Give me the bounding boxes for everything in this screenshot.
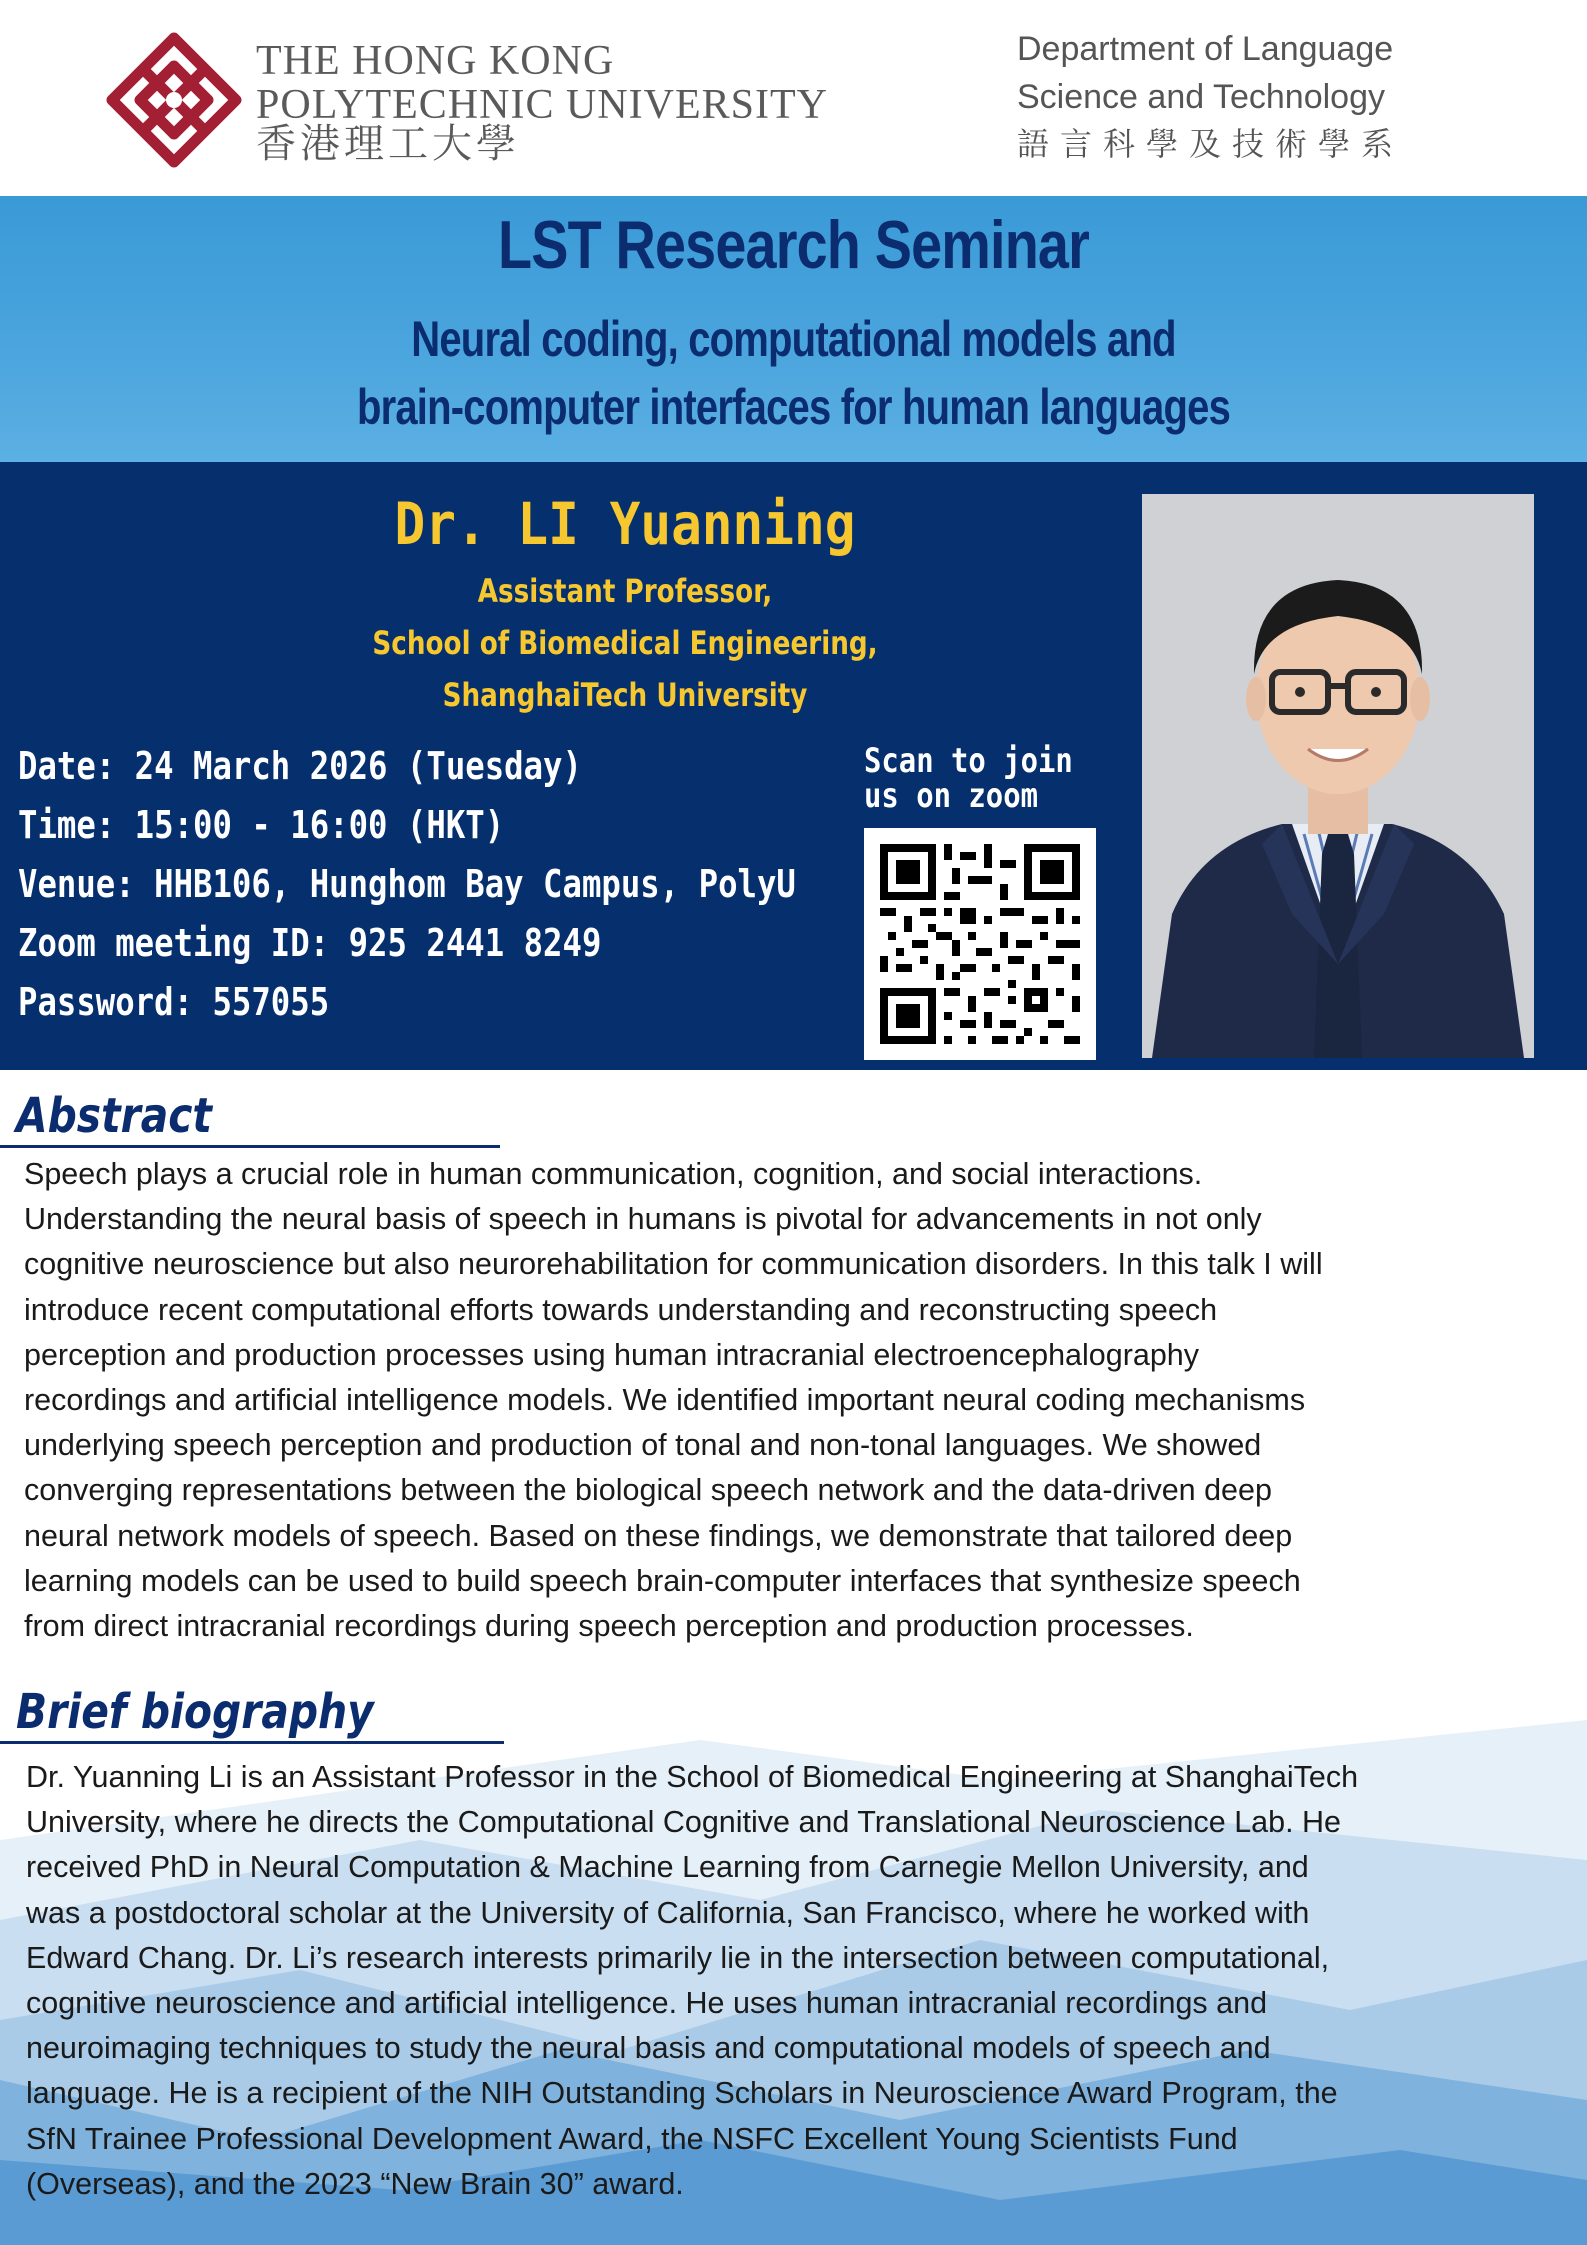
biography-line: Dr. Yuanning Li is an Assistant Professor in the School of Biomedical Engineering at ShanghaiTech bbox=[26, 1760, 1359, 1794]
biography-line: neuroimaging techniques to study the neural basis and computational models of speech and bbox=[26, 2031, 1271, 2066]
abstract-line: from direct intracranial recordings during speech perception and production processes. bbox=[24, 1609, 1194, 1644]
biography-line: received PhD in Neural Computation & Machine Learning from Carnegie Mellon University, and bbox=[26, 1850, 1309, 1885]
abstract-heading: Abstract bbox=[16, 1088, 212, 1144]
biography-line: (Overseas), and the 2023 “New Brain 30” award. bbox=[26, 2166, 684, 2201]
qr-label-line-1: Scan to join bbox=[864, 741, 1073, 781]
qr-code-graphic bbox=[864, 828, 1096, 1060]
abstract-line: perception and production processes using human intracranial electroencephalography bbox=[24, 1337, 1199, 1372]
biography-divider bbox=[0, 1741, 504, 1744]
polyu-logo-icon bbox=[104, 30, 244, 170]
speaker-affiliation-line-2: School of Biomedical Engineering, bbox=[372, 624, 878, 662]
university-name-line-2: POLYTECHNIC UNIVERSITY bbox=[256, 82, 828, 128]
department-name-line-1: Department of Language bbox=[1017, 30, 1394, 68]
biography-line: SfN Trainee Professional Development Award, the NSFC Excellent Young Scientists Fund bbox=[26, 2121, 1238, 2156]
event-time: Time: 15:00 - 16:00 (HKT) bbox=[18, 803, 505, 847]
zoom-password: Password: 557055 bbox=[18, 980, 330, 1024]
biography-heading: Brief biography bbox=[16, 1684, 374, 1740]
talk-title-line-1: Neural coding, computational models and bbox=[411, 311, 1176, 367]
biography-line: cognitive neuroscience and artificial intelligence. He uses human intracranial recordings and bbox=[26, 1986, 1268, 2021]
abstract-divider bbox=[0, 1145, 500, 1148]
speaker-affiliation-line-3: ShanghaiTech University bbox=[442, 676, 808, 714]
abstract-line: learning models can be used to build speech brain-computer interfaces that synthesize speech bbox=[24, 1563, 1301, 1598]
speaker-portrait-graphic bbox=[1142, 494, 1534, 1058]
seminar-title: LST Research Seminar bbox=[497, 207, 1090, 283]
qr-code-icon[interactable] bbox=[864, 828, 1096, 1060]
abstract-text bbox=[24, 1152, 1569, 1649]
talk-title-line-2: brain-computer interfaces for human languages bbox=[356, 379, 1231, 435]
abstract-line: underlying speech perception and production of tonal and non-tonal languages. We showed bbox=[24, 1428, 1262, 1463]
header bbox=[0, 0, 1587, 196]
speaker-name: Dr. LI Yuanning bbox=[394, 490, 856, 558]
abstract-line: recordings and artificial intelligence models. We identified important neural coding mechanisms bbox=[24, 1383, 1306, 1418]
event-venue: Venue: HHB106, Hunghom Bay Campus, PolyU bbox=[18, 862, 796, 906]
university-name-chinese: 香港理工大學 bbox=[256, 121, 520, 167]
speaker-portrait bbox=[1142, 494, 1534, 1058]
abstract-line: cognitive neuroscience but also neurorehabilitation for communication disorders. In this talk I will bbox=[24, 1247, 1323, 1282]
speaker-affiliation-line-1: Assistant Professor, bbox=[477, 572, 773, 610]
qr-label bbox=[864, 741, 1073, 816]
abstract-line: Understanding the neural basis of speech in humans is pivotal for advancements in not only bbox=[24, 1202, 1262, 1237]
abstract-line: converging representations between the biological speech network and the data-driven deep bbox=[24, 1473, 1272, 1508]
biography-line: was a postdoctoral scholar at the University of California, San Francisco, where he worked with bbox=[26, 1895, 1310, 1930]
university-name-line-1: THE HONG KONG bbox=[256, 38, 615, 84]
abstract-line: neural network models of speech. Based on these findings, we demonstrate that tailored deep bbox=[24, 1518, 1293, 1553]
event-date: Date: 24 March 2026 (Tuesday) bbox=[18, 744, 582, 788]
zoom-meeting-id: Zoom meeting ID: 925 2441 8249 bbox=[18, 921, 602, 965]
biography-text bbox=[26, 1755, 1571, 2207]
biography-line: Edward Chang. Dr. Li’s research interests primarily lie in the intersection between computational, bbox=[26, 1940, 1330, 1975]
qr-label-line-2: us on zoom bbox=[864, 776, 1038, 816]
biography-line: language. He is a recipient of the NIH Outstanding Scholars in Neuroscience Award Program, the bbox=[26, 2076, 1338, 2111]
department-name-chinese: 語言科學及技術學系 bbox=[1017, 125, 1405, 163]
department-name-line-2: Science and Technology bbox=[1017, 78, 1385, 116]
biography-line: University, where he directs the Computational Cognitive and Translational Neuroscience Lab. He bbox=[26, 1805, 1342, 1840]
abstract-line: Speech plays a crucial role in human communication, cognition, and social interactions. bbox=[24, 1157, 1203, 1191]
abstract-line: introduce recent computational efforts towards understanding and reconstructing speech bbox=[24, 1292, 1218, 1327]
